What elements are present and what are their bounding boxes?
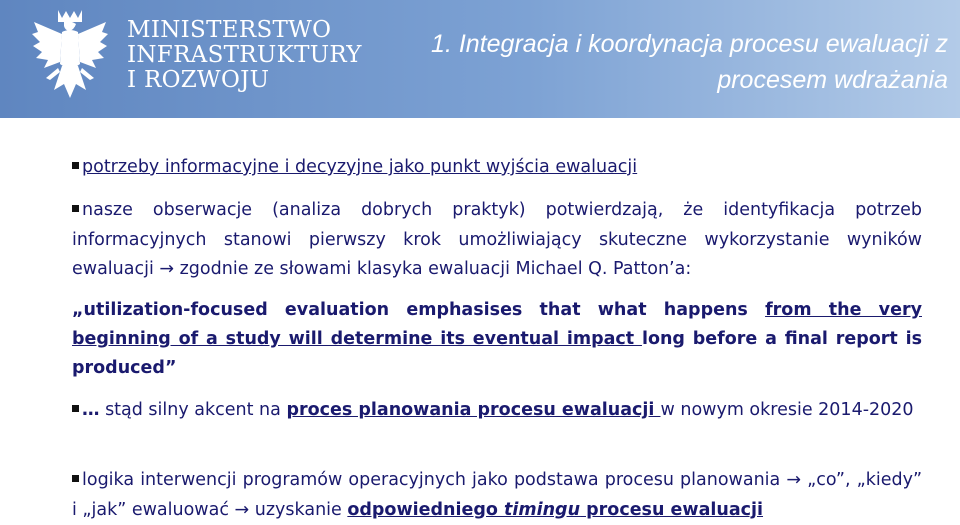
ministry-line-2: INFRASTRUKTURY [127,42,362,68]
quote-open-mark: „ [72,300,84,320]
bullet-4 [72,466,922,525]
eagle-emblem-icon [28,6,112,112]
quote-text-c: long before a final report is produced [72,329,922,378]
bullet-4-text-e: timingu [504,499,581,520]
bullet-3-text-c: w nowym okresie 2014-2020 [660,400,914,420]
patton-quote [72,296,922,383]
arrow-right-icon: → [234,499,250,520]
slide-title [370,26,948,98]
bullet-3 [72,396,922,426]
bullet-3-text-a: stąd silny akcent na [99,400,287,420]
slide-title-line-2: procesem wdrażania [717,66,948,94]
bullet-1 [72,153,922,183]
bullet-4-text-f: procesu ewaluacji [580,499,764,520]
quote-text-a: utilization-focused evaluation emphasises that what happens [83,300,766,320]
arrow-right-icon: → [786,470,802,490]
bullet-4-text-a: logika interwencji programów operacyjnych jako podstawa procesu planowania [82,470,787,490]
ellipsis-lead: … [82,400,100,420]
arrow-right-icon: → [159,259,175,279]
ministry-line-1: MINISTERSTWO [127,17,332,43]
bullet-1-text: potrzeby informacyjne i decyzyjne jako punkt wyjścia ewaluacji [82,157,638,177]
ministry-name [127,18,362,93]
ministry-line-3: I ROZWOJU [127,67,270,93]
bullet-4-text-b: „co”, „kiedy” i „jak” ewaluować [72,470,923,520]
bullet-2 [72,196,922,285]
quote-text-b: from the very beginning of a study will determine its eventual impact [72,300,922,349]
slide-header [0,0,960,118]
bullet-2-text-a: nasze obserwacje (analiza dobrych praktyk) potwierdzają, że identyfikacja potrzeb informacyjnych stanowi pierwszy krok umożliwiający skuteczne wykorzystanie wyników ewaluacji [72,200,922,279]
square-bullet-icon [72,205,79,212]
bullet-4-text-c: uzyskanie [249,499,348,520]
square-bullet-icon [72,405,79,412]
slide-title-line-1: 1. Integracja i koordynacja procesu ewaluacji z [431,30,948,58]
bullet-4-text-d: odpowiedniego [347,499,504,520]
bullet-2-text-b: zgodnie ze słowami klasyka ewaluacji Michael Q. Patton’a: [174,259,692,279]
quote-close-mark: ” [164,358,177,378]
bullet-3-text-b: proces planowania procesu ewaluacji [286,400,661,420]
square-bullet-icon [72,475,79,482]
square-bullet-icon [72,162,79,169]
